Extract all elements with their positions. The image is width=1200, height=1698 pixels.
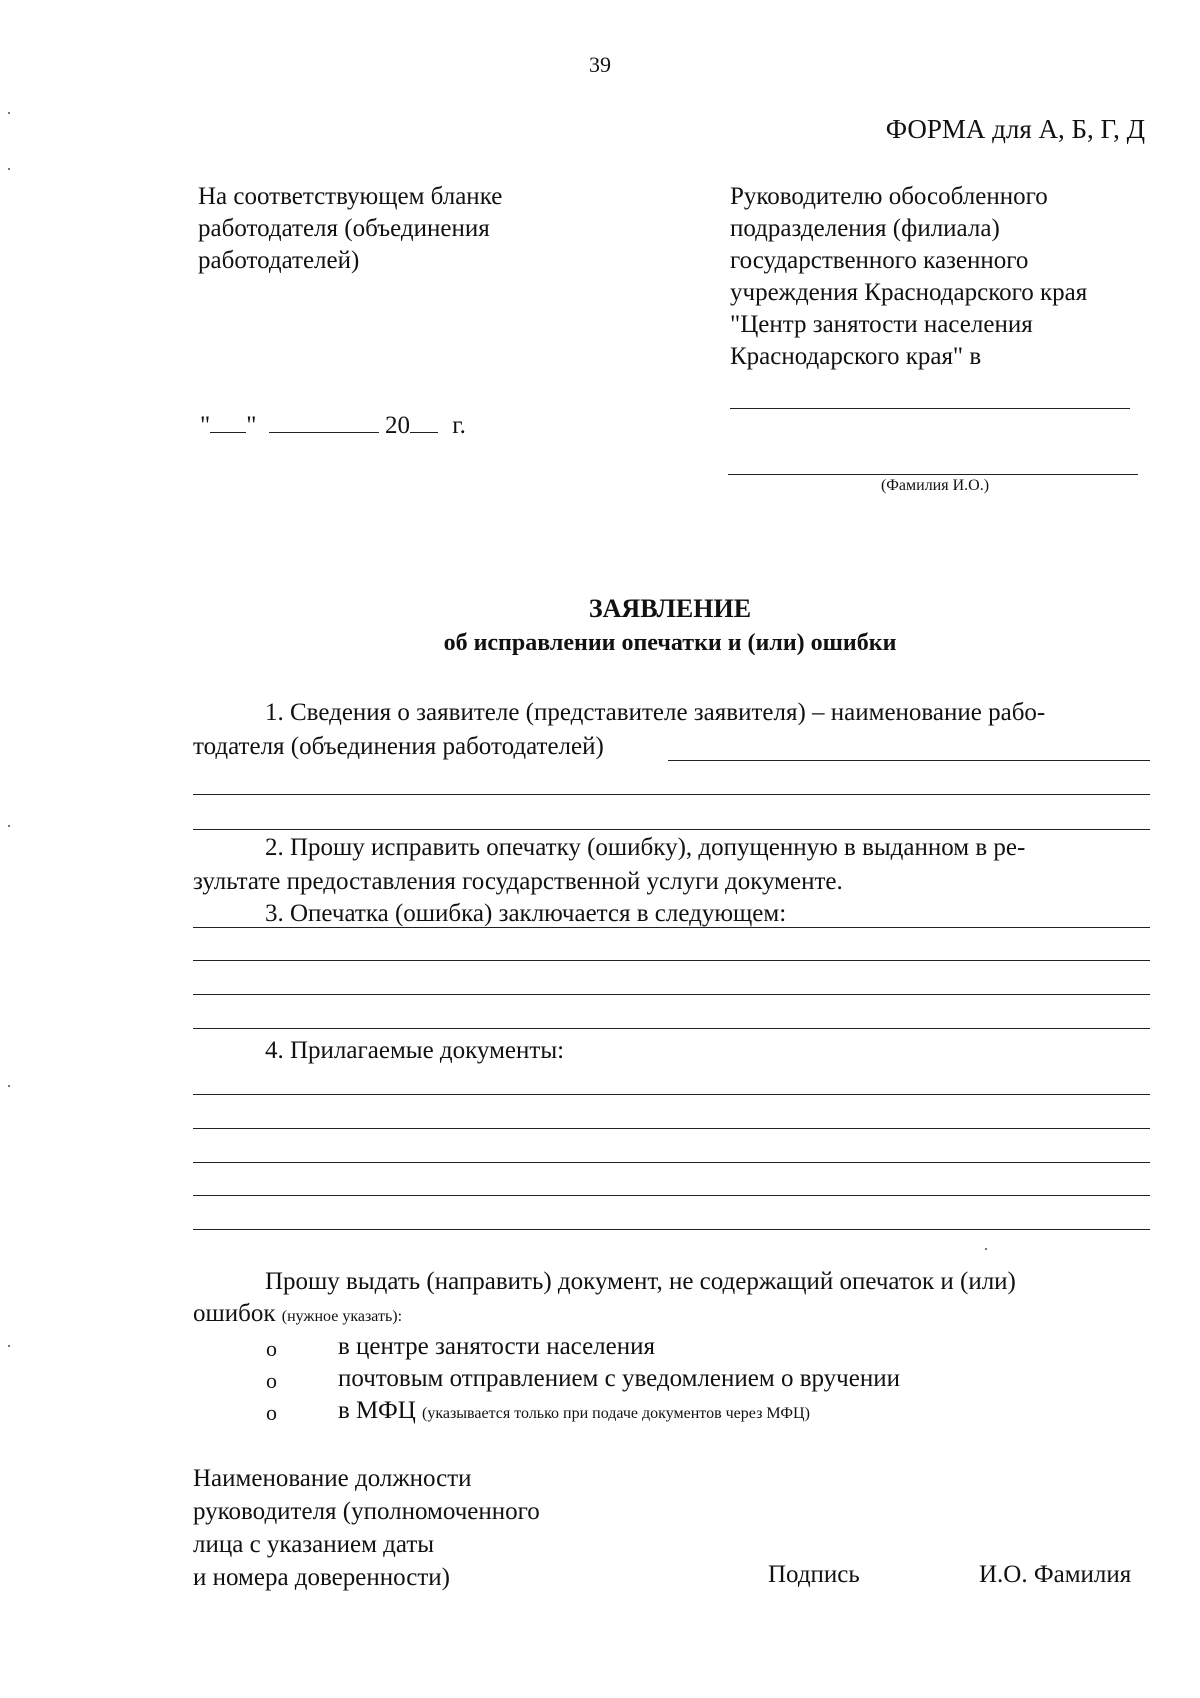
- option-label-mfc-text: в МФЦ: [338, 1397, 416, 1424]
- delivery-line-1: Прошу выдать (направить) документ, не содержащий опечаток и (или): [265, 1268, 1016, 1295]
- section-2-line-1: 2. Прошу исправить опечатку (ошибку), допущенную в выданном в ре-: [265, 834, 1026, 861]
- blank-note-line: работодателей): [198, 247, 360, 274]
- position-label-line: и номера доверенности): [193, 1564, 450, 1591]
- date-quote-close: ": [246, 412, 257, 439]
- name-label: И.О. Фамилия: [979, 1561, 1132, 1588]
- scan-speck: [8, 825, 10, 827]
- section-4-heading: 4. Прилагаемые документы:: [265, 1037, 565, 1064]
- option-radio-mail[interactable]: o: [266, 1368, 277, 1393]
- section-3-heading: 3. Опечатка (ошибка) заключается в следующем:: [265, 900, 787, 927]
- fio-blank-line[interactable]: [728, 474, 1138, 475]
- option-radio-mfc[interactable]: o: [266, 1400, 277, 1425]
- attachments-blank-3[interactable]: [193, 1162, 1150, 1163]
- blank-note-line: На соответствующем бланке: [198, 183, 503, 210]
- fio-caption: (Фамилия И.О.): [880, 477, 990, 494]
- position-label-line: руководителя (уполномоченного: [193, 1498, 540, 1525]
- option-label-mfc: [338, 1397, 810, 1425]
- year-prefix: 20: [384, 412, 410, 439]
- day-blank[interactable]: [210, 410, 246, 433]
- page-number: 39: [589, 52, 611, 77]
- section-1-line-1: 1. Сведения о заявителе (представителе заявителя) – наименование рабо-: [265, 699, 1046, 726]
- document-subtitle: об исправлении опечатки и (или) ошибки: [443, 630, 897, 656]
- error-description-blank-2[interactable]: [193, 960, 1150, 961]
- form-tag: ФОРМА для А, Б, Г, Д: [885, 114, 1145, 144]
- scan-speck: [8, 112, 10, 114]
- error-description-blank-4[interactable]: [193, 1028, 1150, 1029]
- addressee-line: Краснодарского края" в: [730, 343, 982, 370]
- addressee-line: учреждения Краснодарского края: [730, 279, 1088, 306]
- addressee-blank-line[interactable]: [730, 408, 1130, 409]
- attachments-blank-5[interactable]: [193, 1229, 1150, 1230]
- year-suffix: г.: [452, 412, 466, 439]
- addressee-line: "Центр занятости населения: [730, 311, 1033, 338]
- attachments-blank-2[interactable]: [193, 1128, 1150, 1129]
- scan-speck: [8, 168, 10, 170]
- date-field: [200, 410, 466, 440]
- option-label-mfc-note: (указывается только при подаче документов через МФЦ): [422, 1405, 810, 1422]
- error-description-blank-1[interactable]: [193, 927, 1150, 928]
- employer-name-blank-3[interactable]: [193, 829, 1150, 830]
- addressee-line: государственного казенного: [730, 247, 1029, 274]
- date-quote-open: ": [200, 412, 211, 439]
- position-label-line: Наименование должности: [193, 1465, 472, 1492]
- delivery-line-2: [193, 1298, 402, 1333]
- delivery-line-2-note: (нужное указать):: [281, 1308, 403, 1325]
- month-blank[interactable]: [269, 410, 379, 433]
- year-blank[interactable]: [410, 410, 438, 433]
- document-title: ЗАЯВЛЕНИЕ: [588, 594, 752, 623]
- option-label-center: в центре занятости населения: [338, 1333, 656, 1360]
- section-2-line-2: зультате предоставления государственной услуги документе.: [193, 868, 843, 895]
- scan-speck: [985, 1248, 987, 1250]
- section-1-line-2: тодателя (объединения работодателей): [193, 733, 604, 760]
- blank-note: [198, 181, 618, 277]
- scan-speck: [8, 1345, 10, 1347]
- employer-name-blank[interactable]: [668, 760, 1150, 761]
- addressee-line: Руководителю обособленного: [730, 183, 1048, 210]
- addressee-block: [730, 181, 1170, 373]
- option-label-mail: почтовым отправлением с уведомлением о вручении: [338, 1365, 900, 1392]
- position-label-line: лица с указанием даты: [193, 1531, 435, 1558]
- position-label: [193, 1462, 653, 1594]
- attachments-blank-1[interactable]: [193, 1094, 1150, 1095]
- blank-note-line: работодателя (объединения: [198, 215, 490, 242]
- attachments-blank-4[interactable]: [193, 1195, 1150, 1196]
- delivery-line-2-main: ошибок: [193, 1300, 276, 1327]
- error-description-blank-3[interactable]: [193, 994, 1150, 995]
- signature-label: Подпись: [768, 1561, 860, 1588]
- employer-name-blank-2[interactable]: [193, 794, 1150, 795]
- scan-speck: [8, 1085, 10, 1087]
- option-radio-center[interactable]: o: [266, 1336, 277, 1361]
- addressee-line: подразделения (филиала): [730, 215, 1000, 242]
